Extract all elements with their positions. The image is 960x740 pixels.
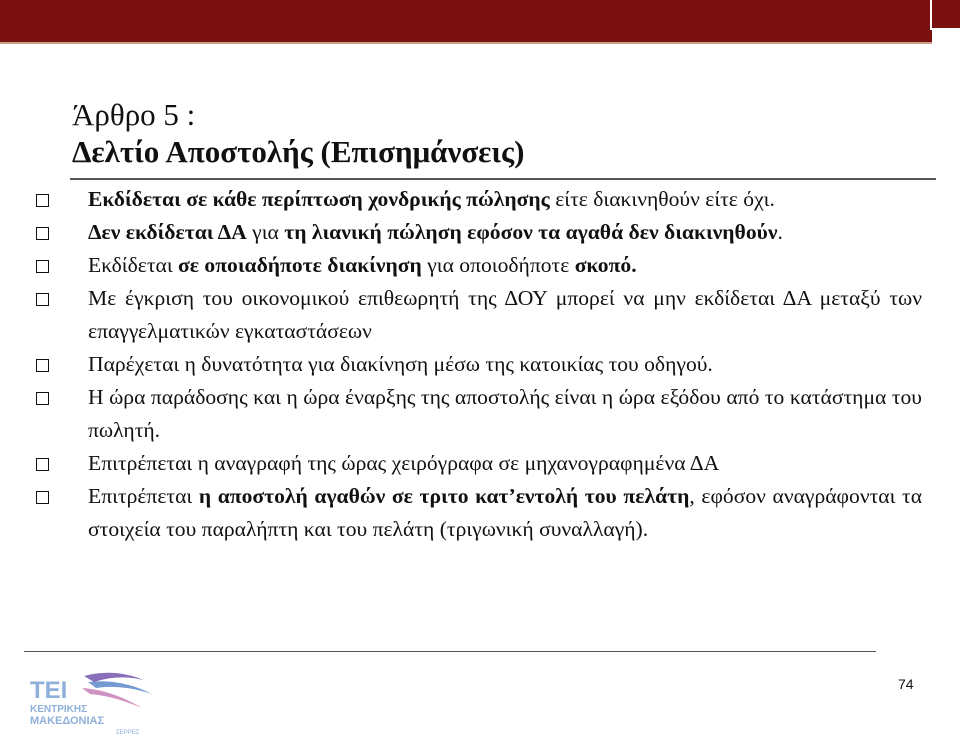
bullet-text: Εκδίδεται <box>88 253 179 277</box>
checkbox-bullet-icon <box>36 458 49 471</box>
bullet-item <box>32 282 922 348</box>
logo-text-3: ΜΑΚΕΔΟΝΙΑΣ <box>30 715 105 727</box>
bullet-text: . <box>777 220 783 244</box>
bullet-item <box>32 447 922 480</box>
bullet-text: Με έγκριση του οικονομικού επιθεωρητή της ΔΟΥ μπορεί να μην εκδίδεται ΔΑ μεταξύ των επαγγελματικών εγκαταστάσεων <box>88 286 922 343</box>
bullet-text: η αποστολή αγαθών σε τριτο κατ’εντολή του πελάτη <box>198 484 690 508</box>
bullet-item <box>32 480 922 546</box>
top-bar-underline <box>0 42 932 44</box>
bullet-text: σκοπό. <box>574 253 637 277</box>
bullet-item <box>32 183 922 216</box>
bullet-text: Επιτρέπεται <box>88 484 199 508</box>
bullet-text: είτε διακινηθούν είτε όχι. <box>549 187 775 211</box>
footer-rule <box>24 651 876 652</box>
bullet-text: Δεν εκδίδεται ΔΑ <box>88 220 247 244</box>
bullet-item <box>32 216 922 249</box>
checkbox-bullet-icon <box>36 359 49 372</box>
bullet-list <box>32 183 922 546</box>
logo-text-2: ΚΕΝΤΡΙΚΗΣ <box>30 704 88 715</box>
bullet-text: , εφόσον αναγράφονται τα στοιχεία του παραλήπτη και του πελάτη (τριγωνική συναλλαγή). <box>88 484 923 541</box>
bullet-text: σε οποιαδήποτε διακίνηση <box>178 253 422 277</box>
bullet-text: Η ώρα παράδοσης και η ώρα έναρξης της αποστολής είναι η ώρα εξόδου από το κατάστημα του πωλητή. <box>88 385 922 442</box>
checkbox-bullet-icon <box>36 392 49 405</box>
page-number: 74 <box>898 676 914 692</box>
checkbox-bullet-icon <box>36 293 49 306</box>
title-line-2: Δελτίο Αποστολής (Επισημάνσεις) <box>72 134 525 169</box>
tei-logo <box>24 668 164 736</box>
bullet-text: για οποιοδήποτε <box>421 253 575 277</box>
bullet-text: Παρέχεται η δυνατότητα για διακίνηση μέσω της κατοικίας του οδηγού. <box>88 352 713 376</box>
logo-text-1: ΤΕΙ <box>30 677 68 704</box>
top-bar <box>0 0 932 42</box>
logo-text-4: ΣΕΡΡΕΣ <box>116 730 140 736</box>
bullet-text: Εκδίδεται σε κάθε περίπτωση χονδρικής πώλησης <box>88 187 550 211</box>
title-line-1: Άρθρο 5 : <box>72 97 196 132</box>
bullet-item <box>32 381 922 447</box>
corner-square <box>930 0 960 30</box>
checkbox-bullet-icon <box>36 260 49 273</box>
bullet-item <box>32 249 922 282</box>
checkbox-bullet-icon <box>36 491 49 504</box>
bullet-text: τη λιανική πώληση εφόσον τα αγαθά δεν διακινηθούν <box>284 220 778 244</box>
title-rule <box>70 178 936 180</box>
bullet-text: για <box>246 220 285 244</box>
checkbox-bullet-icon <box>36 194 49 207</box>
bullet-item <box>32 348 922 381</box>
slide-title <box>72 96 524 170</box>
checkbox-bullet-icon <box>36 227 49 240</box>
bullet-text: Επιτρέπεται η αναγραφή της ώρας χειρόγραφα σε μηχανογραφημένα ΔΑ <box>88 451 720 475</box>
